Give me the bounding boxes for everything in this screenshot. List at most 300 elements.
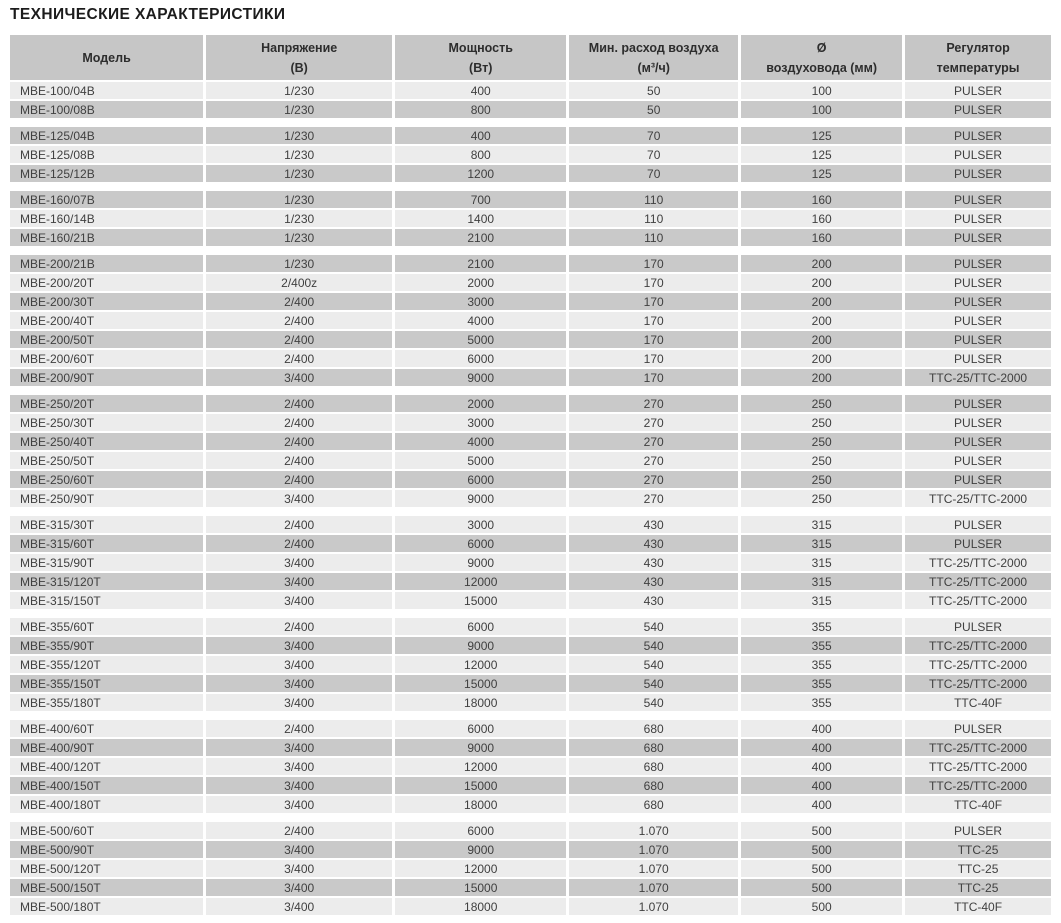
cell-airflow: 540 (569, 694, 738, 711)
table-row (10, 274, 1051, 291)
cell-voltage: 3/400 (206, 490, 392, 507)
table-row (10, 127, 1051, 144)
table-row (10, 675, 1051, 692)
cell-diameter: 500 (741, 898, 902, 915)
cell-regulator: PULSER (905, 720, 1051, 737)
table-row (10, 777, 1051, 794)
cell-airflow: 1.070 (569, 841, 738, 858)
cell-diameter: 250 (741, 490, 902, 507)
cell-model: MBE-125/08B (10, 146, 203, 163)
cell-regulator: TTC-25/TTC-2000 (905, 739, 1051, 756)
cell-model: MBE-400/90T (10, 739, 203, 756)
column-header-regulator: Регулятор температуры (905, 35, 1051, 80)
cell-model: MBE-160/07B (10, 191, 203, 208)
cell-voltage: 2/400 (206, 535, 392, 552)
cell-voltage: 3/400 (206, 637, 392, 654)
cell-diameter: 315 (741, 554, 902, 571)
cell-voltage: 1/230 (206, 165, 392, 182)
group-gap (10, 248, 1051, 253)
cell-regulator: TTC-25/TTC-2000 (905, 777, 1051, 794)
cell-airflow: 110 (569, 191, 738, 208)
cell-airflow: 170 (569, 369, 738, 386)
cell-airflow: 170 (569, 312, 738, 329)
cell-voltage: 1/230 (206, 127, 392, 144)
cell-airflow: 540 (569, 637, 738, 654)
cell-airflow: 540 (569, 618, 738, 635)
cell-diameter: 315 (741, 535, 902, 552)
cell-airflow: 430 (569, 592, 738, 609)
cell-power: 9000 (395, 841, 566, 858)
cell-regulator: TTC-25/TTC-2000 (905, 490, 1051, 507)
cell-regulator: TTC-25/TTC-2000 (905, 592, 1051, 609)
cell-regulator: TTC-25/TTC-2000 (905, 637, 1051, 654)
table-row (10, 516, 1051, 533)
cell-model: MBE-315/150T (10, 592, 203, 609)
cell-voltage: 3/400 (206, 592, 392, 609)
table-row (10, 471, 1051, 488)
cell-airflow: 170 (569, 331, 738, 348)
cell-power: 12000 (395, 656, 566, 673)
column-header-airflow: Мин. расход воздуха (м³/ч) (569, 35, 738, 80)
cell-airflow: 170 (569, 255, 738, 272)
cell-model: MBE-315/90T (10, 554, 203, 571)
cell-diameter: 200 (741, 293, 902, 310)
cell-model: MBE-160/14B (10, 210, 203, 227)
cell-power: 15000 (395, 879, 566, 896)
column-header-diameter: Ø воздуховода (мм) (741, 35, 902, 80)
table-row (10, 490, 1051, 507)
cell-voltage: 1/230 (206, 146, 392, 163)
group-gap (10, 184, 1051, 189)
cell-power: 9000 (395, 490, 566, 507)
cell-model: MBE-315/30T (10, 516, 203, 533)
cell-model: MBE-250/20T (10, 395, 203, 412)
cell-regulator: TTC-40F (905, 898, 1051, 915)
cell-airflow: 70 (569, 165, 738, 182)
cell-voltage: 2/400 (206, 414, 392, 431)
table-row (10, 618, 1051, 635)
cell-power: 6000 (395, 822, 566, 839)
table-row (10, 535, 1051, 552)
cell-voltage: 3/400 (206, 841, 392, 858)
group-gap (10, 713, 1051, 718)
cell-regulator: PULSER (905, 331, 1051, 348)
table-row (10, 210, 1051, 227)
cell-airflow: 270 (569, 452, 738, 469)
cell-voltage: 3/400 (206, 656, 392, 673)
cell-voltage: 2/400 (206, 350, 392, 367)
cell-model: MBE-250/60T (10, 471, 203, 488)
cell-regulator: PULSER (905, 350, 1051, 367)
cell-regulator: TTC-25 (905, 841, 1051, 858)
cell-model: MBE-200/90T (10, 369, 203, 386)
group-gap (10, 120, 1051, 125)
cell-regulator: PULSER (905, 535, 1051, 552)
cell-voltage: 3/400 (206, 796, 392, 813)
cell-model: MBE-400/150T (10, 777, 203, 794)
cell-power: 3000 (395, 516, 566, 533)
cell-regulator: PULSER (905, 618, 1051, 635)
cell-regulator: TTC-25/TTC-2000 (905, 554, 1051, 571)
cell-voltage: 2/400 (206, 293, 392, 310)
table-row (10, 255, 1051, 272)
cell-regulator: PULSER (905, 101, 1051, 118)
cell-regulator: TTC-40F (905, 694, 1051, 711)
group-gap (10, 388, 1051, 393)
column-header-voltage: Напряжение (В) (206, 35, 392, 80)
cell-voltage: 3/400 (206, 554, 392, 571)
cell-power: 6000 (395, 350, 566, 367)
cell-airflow: 680 (569, 758, 738, 775)
cell-regulator: TTC-25/TTC-2000 (905, 675, 1051, 692)
cell-airflow: 430 (569, 516, 738, 533)
table-row (10, 82, 1051, 99)
cell-diameter: 250 (741, 452, 902, 469)
cell-model: MBE-200/20T (10, 274, 203, 291)
cell-diameter: 160 (741, 191, 902, 208)
cell-power: 4000 (395, 312, 566, 329)
cell-regulator: TTC-25/TTC-2000 (905, 758, 1051, 775)
column-header-power: Мощность (Вт) (395, 35, 566, 80)
cell-regulator: PULSER (905, 191, 1051, 208)
table-row (10, 165, 1051, 182)
cell-power: 15000 (395, 675, 566, 692)
table-row (10, 739, 1051, 756)
table-row (10, 656, 1051, 673)
cell-airflow: 70 (569, 146, 738, 163)
cell-power: 2000 (395, 395, 566, 412)
cell-diameter: 315 (741, 516, 902, 533)
cell-diameter: 400 (741, 777, 902, 794)
cell-airflow: 540 (569, 656, 738, 673)
cell-airflow: 430 (569, 535, 738, 552)
cell-regulator: PULSER (905, 146, 1051, 163)
cell-model: MBE-125/04B (10, 127, 203, 144)
cell-model: MBE-400/60T (10, 720, 203, 737)
table-row (10, 898, 1051, 915)
cell-model: MBE-355/120T (10, 656, 203, 673)
cell-power: 12000 (395, 860, 566, 877)
cell-voltage: 2/400 (206, 312, 392, 329)
cell-airflow: 170 (569, 350, 738, 367)
cell-voltage: 1/230 (206, 82, 392, 99)
cell-power: 18000 (395, 898, 566, 915)
cell-diameter: 125 (741, 165, 902, 182)
cell-diameter: 400 (741, 720, 902, 737)
cell-airflow: 50 (569, 82, 738, 99)
cell-regulator: PULSER (905, 210, 1051, 227)
cell-model: MBE-160/21B (10, 229, 203, 246)
cell-diameter: 400 (741, 758, 902, 775)
cell-power: 15000 (395, 592, 566, 609)
table-row (10, 229, 1051, 246)
cell-diameter: 100 (741, 101, 902, 118)
cell-diameter: 315 (741, 573, 902, 590)
cell-regulator: PULSER (905, 414, 1051, 431)
cell-airflow: 1.070 (569, 879, 738, 896)
cell-voltage: 2/400 (206, 516, 392, 533)
table-row (10, 796, 1051, 813)
cell-power: 6000 (395, 720, 566, 737)
cell-airflow: 540 (569, 675, 738, 692)
cell-diameter: 160 (741, 229, 902, 246)
cell-power: 15000 (395, 777, 566, 794)
cell-airflow: 110 (569, 210, 738, 227)
cell-power: 9000 (395, 369, 566, 386)
cell-voltage: 2/400 (206, 395, 392, 412)
table-row (10, 758, 1051, 775)
cell-voltage: 3/400 (206, 739, 392, 756)
table-row (10, 592, 1051, 609)
cell-voltage: 3/400 (206, 777, 392, 794)
table-row (10, 312, 1051, 329)
cell-model: MBE-100/08B (10, 101, 203, 118)
cell-diameter: 500 (741, 841, 902, 858)
cell-diameter: 250 (741, 414, 902, 431)
header-row (10, 35, 1051, 80)
cell-power: 3000 (395, 293, 566, 310)
cell-diameter: 355 (741, 656, 902, 673)
cell-diameter: 200 (741, 312, 902, 329)
cell-regulator: TTC-25/TTC-2000 (905, 656, 1051, 673)
cell-model: MBE-250/40T (10, 433, 203, 450)
cell-voltage: 2/400 (206, 618, 392, 635)
table-row (10, 573, 1051, 590)
table-header (10, 35, 1051, 80)
cell-regulator: TTC-40F (905, 796, 1051, 813)
group-gap (10, 815, 1051, 820)
cell-regulator: PULSER (905, 165, 1051, 182)
cell-airflow: 270 (569, 490, 738, 507)
cell-airflow: 70 (569, 127, 738, 144)
cell-diameter: 400 (741, 796, 902, 813)
cell-power: 3000 (395, 414, 566, 431)
cell-model: MBE-500/60T (10, 822, 203, 839)
table-row (10, 841, 1051, 858)
cell-diameter: 200 (741, 274, 902, 291)
cell-power: 1200 (395, 165, 566, 182)
cell-regulator: PULSER (905, 471, 1051, 488)
cell-power: 12000 (395, 758, 566, 775)
cell-model: MBE-200/50T (10, 331, 203, 348)
cell-model: MBE-315/120T (10, 573, 203, 590)
table-row (10, 331, 1051, 348)
cell-voltage: 3/400 (206, 898, 392, 915)
cell-regulator: PULSER (905, 452, 1051, 469)
cell-model: MBE-250/30T (10, 414, 203, 431)
cell-regulator: PULSER (905, 274, 1051, 291)
cell-diameter: 355 (741, 637, 902, 654)
cell-regulator: PULSER (905, 822, 1051, 839)
table-row (10, 694, 1051, 711)
cell-model: MBE-500/120T (10, 860, 203, 877)
cell-power: 4000 (395, 433, 566, 450)
table-row (10, 191, 1051, 208)
cell-voltage: 3/400 (206, 879, 392, 896)
cell-diameter: 125 (741, 127, 902, 144)
cell-voltage: 3/400 (206, 675, 392, 692)
cell-diameter: 200 (741, 255, 902, 272)
cell-model: MBE-500/90T (10, 841, 203, 858)
cell-voltage: 2/400 (206, 452, 392, 469)
cell-airflow: 430 (569, 554, 738, 571)
cell-voltage: 1/230 (206, 210, 392, 227)
table-row (10, 433, 1051, 450)
table-row (10, 293, 1051, 310)
cell-voltage: 1/230 (206, 229, 392, 246)
cell-model: MBE-100/04B (10, 82, 203, 99)
table-row (10, 822, 1051, 839)
cell-regulator: PULSER (905, 433, 1051, 450)
cell-diameter: 355 (741, 618, 902, 635)
cell-airflow: 1.070 (569, 860, 738, 877)
cell-voltage: 3/400 (206, 758, 392, 775)
cell-diameter: 500 (741, 879, 902, 896)
cell-model: MBE-500/180T (10, 898, 203, 915)
cell-diameter: 200 (741, 369, 902, 386)
cell-regulator: TTC-25/TTC-2000 (905, 369, 1051, 386)
cell-airflow: 270 (569, 395, 738, 412)
cell-airflow: 1.070 (569, 898, 738, 915)
cell-diameter: 400 (741, 739, 902, 756)
cell-voltage: 2/400 (206, 471, 392, 488)
cell-voltage: 2/400 (206, 822, 392, 839)
cell-diameter: 100 (741, 82, 902, 99)
table-row (10, 720, 1051, 737)
cell-voltage: 2/400 (206, 433, 392, 450)
cell-power: 2100 (395, 229, 566, 246)
cell-model: MBE-355/150T (10, 675, 203, 692)
cell-power: 12000 (395, 573, 566, 590)
cell-power: 9000 (395, 554, 566, 571)
cell-power: 2100 (395, 255, 566, 272)
cell-regulator: TTC-25/TTC-2000 (905, 573, 1051, 590)
cell-voltage: 1/230 (206, 255, 392, 272)
page-title: ТЕХНИЧЕСКИЕ ХАРАКТЕРИСТИКИ (10, 6, 286, 23)
table-row (10, 637, 1051, 654)
cell-power: 5000 (395, 331, 566, 348)
cell-diameter: 160 (741, 210, 902, 227)
cell-regulator: TTC-25 (905, 860, 1051, 877)
cell-airflow: 170 (569, 293, 738, 310)
cell-model: MBE-355/180T (10, 694, 203, 711)
cell-regulator: PULSER (905, 293, 1051, 310)
table-row (10, 452, 1051, 469)
cell-airflow: 680 (569, 777, 738, 794)
table-row (10, 395, 1051, 412)
cell-power: 2000 (395, 274, 566, 291)
cell-regulator: PULSER (905, 312, 1051, 329)
cell-model: MBE-355/90T (10, 637, 203, 654)
cell-power: 6000 (395, 471, 566, 488)
cell-model: MBE-250/50T (10, 452, 203, 469)
cell-regulator: TTC-25 (905, 879, 1051, 896)
cell-power: 800 (395, 101, 566, 118)
cell-model: MBE-200/60T (10, 350, 203, 367)
cell-diameter: 250 (741, 433, 902, 450)
cell-diameter: 355 (741, 694, 902, 711)
cell-airflow: 1.070 (569, 822, 738, 839)
table-row (10, 101, 1051, 118)
cell-diameter: 500 (741, 822, 902, 839)
cell-diameter: 200 (741, 331, 902, 348)
cell-power: 5000 (395, 452, 566, 469)
cell-model: MBE-125/12B (10, 165, 203, 182)
cell-airflow: 680 (569, 720, 738, 737)
cell-power: 18000 (395, 796, 566, 813)
cell-regulator: PULSER (905, 229, 1051, 246)
cell-power: 800 (395, 146, 566, 163)
cell-model: MBE-400/180T (10, 796, 203, 813)
specs-table (7, 33, 1054, 917)
cell-airflow: 50 (569, 101, 738, 118)
cell-model: MBE-355/60T (10, 618, 203, 635)
cell-model: MBE-500/150T (10, 879, 203, 896)
cell-airflow: 110 (569, 229, 738, 246)
cell-model: MBE-200/21B (10, 255, 203, 272)
cell-power: 9000 (395, 739, 566, 756)
cell-voltage: 2/400 (206, 331, 392, 348)
table-row (10, 879, 1051, 896)
table-row (10, 350, 1051, 367)
cell-regulator: PULSER (905, 255, 1051, 272)
cell-voltage: 3/400 (206, 573, 392, 590)
cell-diameter: 250 (741, 395, 902, 412)
cell-diameter: 500 (741, 860, 902, 877)
cell-voltage: 3/400 (206, 860, 392, 877)
cell-voltage: 1/230 (206, 101, 392, 118)
column-header-model: Модель (10, 35, 203, 80)
cell-airflow: 680 (569, 739, 738, 756)
table-row (10, 860, 1051, 877)
cell-voltage: 2/400z (206, 274, 392, 291)
cell-regulator: PULSER (905, 82, 1051, 99)
cell-voltage: 3/400 (206, 369, 392, 386)
cell-diameter: 125 (741, 146, 902, 163)
cell-model: MBE-315/60T (10, 535, 203, 552)
cell-airflow: 270 (569, 433, 738, 450)
cell-regulator: PULSER (905, 395, 1051, 412)
cell-power: 6000 (395, 535, 566, 552)
table-row (10, 146, 1051, 163)
cell-airflow: 270 (569, 471, 738, 488)
table-row (10, 554, 1051, 571)
table-row (10, 369, 1051, 386)
cell-airflow: 170 (569, 274, 738, 291)
cell-power: 6000 (395, 618, 566, 635)
cell-airflow: 430 (569, 573, 738, 590)
cell-diameter: 315 (741, 592, 902, 609)
cell-model: MBE-400/120T (10, 758, 203, 775)
cell-voltage: 2/400 (206, 720, 392, 737)
cell-airflow: 270 (569, 414, 738, 431)
cell-model: MBE-200/30T (10, 293, 203, 310)
group-gap (10, 509, 1051, 514)
cell-airflow: 680 (569, 796, 738, 813)
group-gap (10, 611, 1051, 616)
cell-regulator: PULSER (905, 127, 1051, 144)
cell-power: 9000 (395, 637, 566, 654)
cell-diameter: 355 (741, 675, 902, 692)
cell-model: MBE-200/40T (10, 312, 203, 329)
cell-power: 18000 (395, 694, 566, 711)
cell-model: MBE-250/90T (10, 490, 203, 507)
cell-power: 700 (395, 191, 566, 208)
cell-voltage: 1/230 (206, 191, 392, 208)
cell-diameter: 250 (741, 471, 902, 488)
table-row (10, 414, 1051, 431)
cell-power: 1400 (395, 210, 566, 227)
